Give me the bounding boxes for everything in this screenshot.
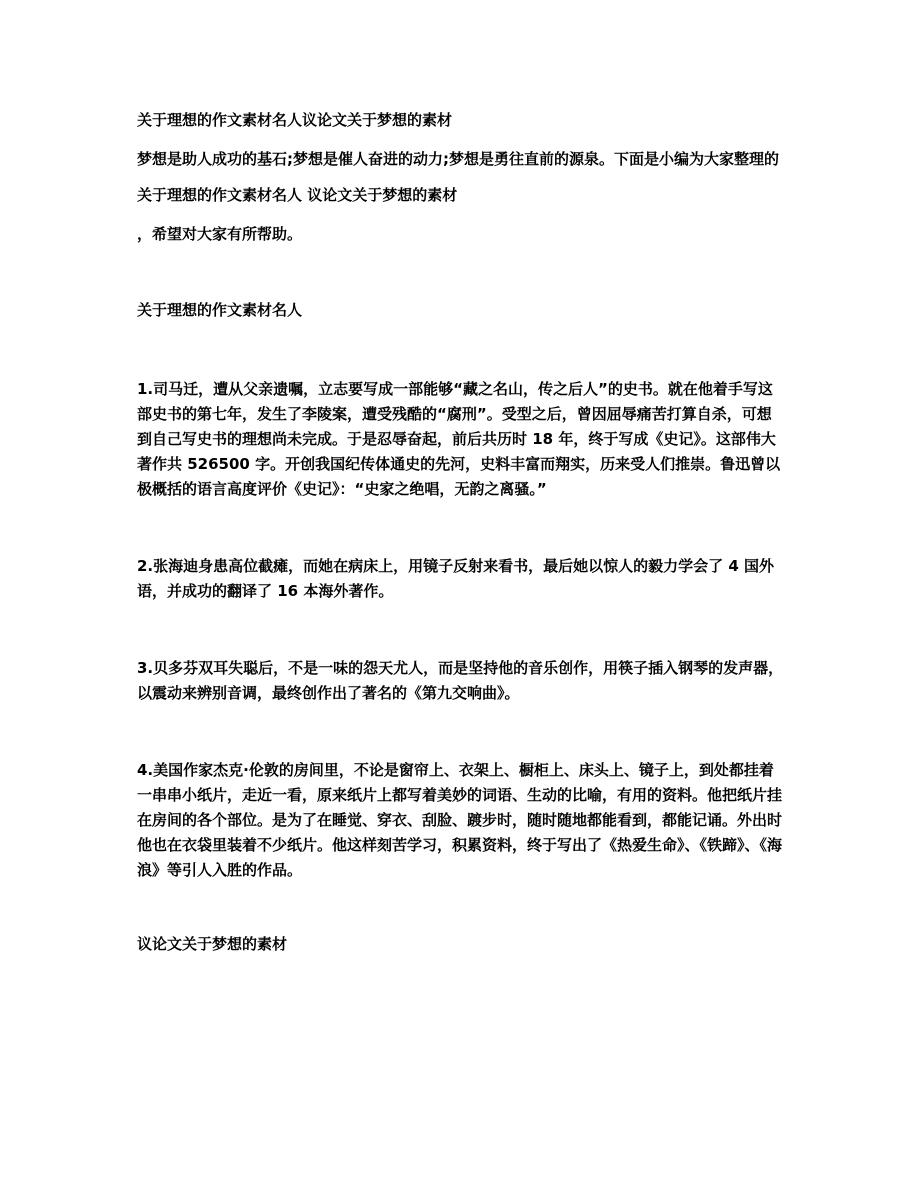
story-jack-london: 4.美国作家杰克·伦敦的房间里，不论是窗帘上、衣架上、橱柜上、床头上、镜子上，到处都挂着一串串小纸片，走近一看，原来纸片上都写着美妙的词语、生动的比喻，有用的资料。他把纸片挂在房间的各个部位。是为了在睡觉、穿衣、刮脸、踱步时，随时随地都能看到，都能记诵。外出时他也在衣袋里装着不少纸片。他这样刻苦学习，积累资料，终于写出了《热爱生命》、《铁蹄》、《海浪》等引人入胜的作品。 (137, 761, 783, 879)
story-beethoven: 3.贝多芬双耳失聪后，不是一味的怨天尤人，而是坚持他的音乐创作，用筷子插入钢琴的发声器，以震动来辨别音调，最终创作出了著名的《第九交响曲》。 (137, 659, 784, 702)
document-title: 关于理想的作文素材名人议论文关于梦想的素材 (137, 111, 453, 129)
story-sima-qian: 1.司马迁，遭从父亲遗嘱，立志要写成一部能够“藏之名山，传之后人”的史书。就在他着手写这部史书的第七年，发生了李陵案，遭受残酷的“腐刑”。受型之后，曾因屈辱痛苦打算自杀，可想到自己写史书的理想尚未完成。于是忍辱奋起，前后共历时 18 年，终于写成《史记》。这部伟大著作共 526500 字。开创我国纪传体通史的先河，史料丰富而翔实，历来受人们推崇。鲁迅曾以极概括的语言高度评价《史记》：“史家之绝唱，无韵之离骚。” (137, 380, 781, 498)
wish-line: ，希望对大家有所帮助。 (137, 225, 303, 243)
document-title-repeat: 关于理想的作文素材名人 议论文关于梦想的素材 (137, 186, 458, 204)
section-heading-famous-people: 关于理想的作文素材名人 (137, 301, 303, 319)
document-page (137, 108, 784, 957)
section-heading-dream-material: 议论文关于梦想的素材 (137, 935, 288, 953)
intro-paragraph: 梦想是助人成功的基石;梦想是催人奋进的动力;梦想是勇往直前的源泉。下面是小编为大家整理的 (137, 150, 780, 168)
story-zhang-haidi: 2.张海迪身患高位截瘫，而她在病床上，用镜子反射来看书，最后她以惊人的毅力学会了 4 国外语，并成功的翻译了 16 本海外著作。 (137, 557, 775, 600)
